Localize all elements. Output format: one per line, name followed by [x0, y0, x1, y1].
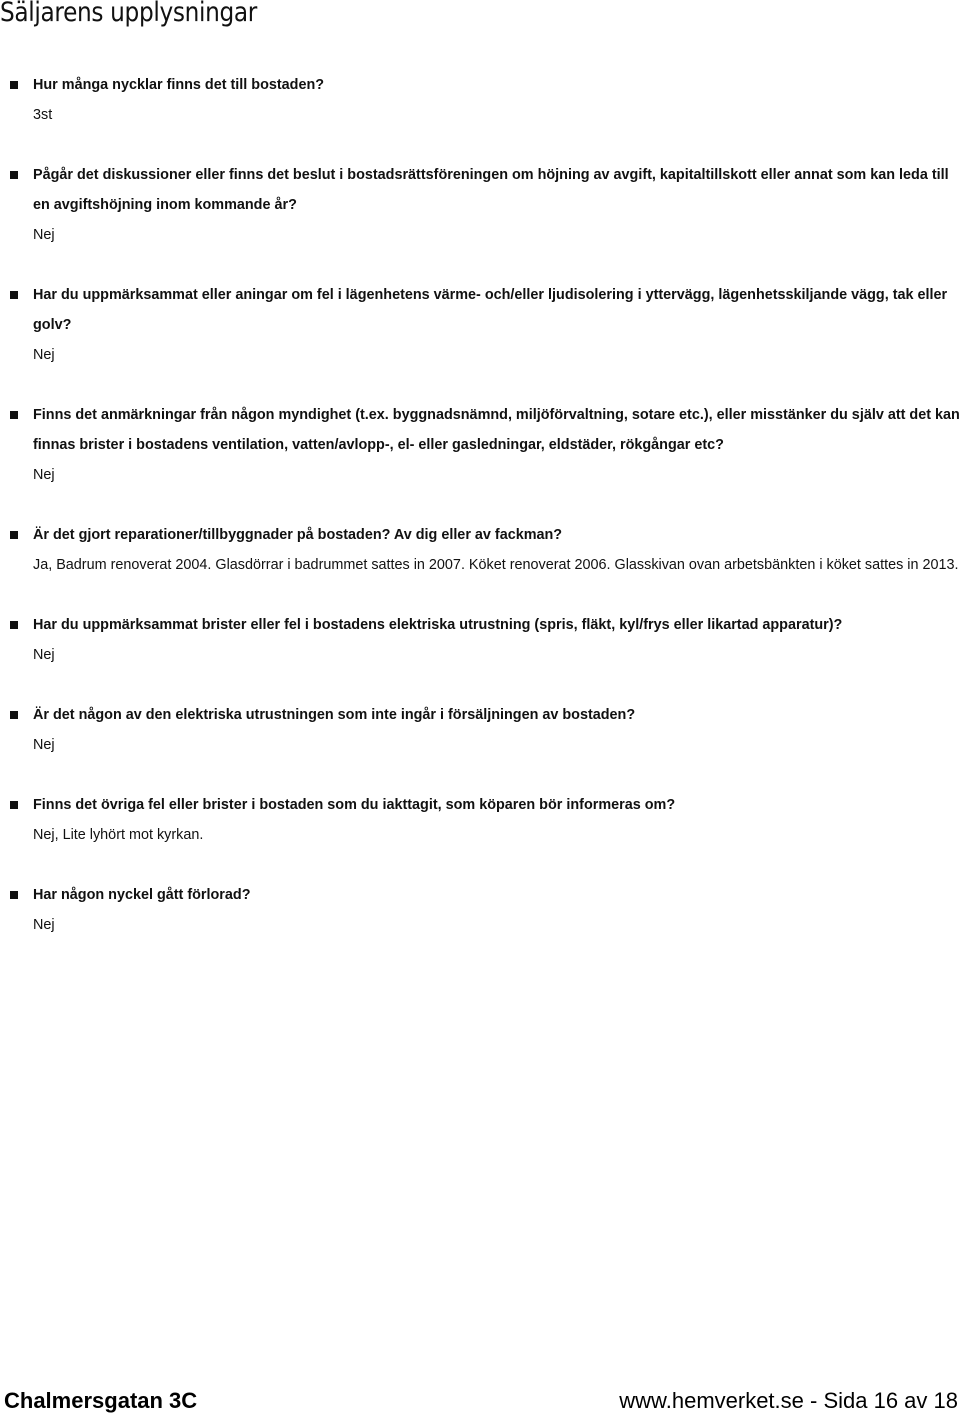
square-bullet-icon — [10, 171, 18, 179]
answer-text: Nej — [33, 347, 55, 363]
question-text: Finns det övriga fel eller brister i bostaden som du iakttagit, som köparen bör informeras om? — [33, 797, 676, 813]
question-text: Har du uppmärksammat eller aningar om fel i lägenhetens värme- och/eller ljudisolering i yttervägg, lägenhetsskiljande vägg, tak eller golv? — [33, 287, 948, 333]
question-text: Har du uppmärksammat brister eller fel i bostadens elektriska utrustning (spris, fläkt, kyl/frys eller likartad apparatur)? — [33, 617, 843, 633]
list-item — [0, 790, 960, 850]
list-item — [0, 610, 960, 670]
square-bullet-icon — [10, 621, 18, 629]
footer-page-info: www.hemverket.se - Sida 16 av 18 — [619, 1388, 958, 1413]
question-text: Är det någon av den elektriska utrustningen som inte ingår i försäljningen av bostaden? — [33, 707, 636, 723]
square-bullet-icon — [10, 81, 18, 89]
question-text: Pågår det diskussioner eller finns det beslut i bostadsrättsföreningen om höjning av avgift, kapitaltillskott eller annat som kan leda till en avgiftshöjning inom kommande år? — [33, 167, 949, 213]
answer-text: 3st — [33, 107, 53, 123]
list-item — [0, 70, 960, 130]
question-text: Är det gjort reparationer/tillbyggnader på bostaden? Av dig eller av fackman? — [33, 527, 563, 543]
list-item — [0, 280, 960, 370]
page-title: Säljarens upplysningar — [0, 0, 257, 28]
footer-address: Chalmersgatan 3C — [4, 1388, 198, 1413]
answer-text: Nej — [33, 647, 55, 663]
list-item — [0, 400, 960, 490]
question-answer-list — [0, 70, 960, 970]
list-item — [0, 880, 960, 940]
question-text: Har någon nyckel gått förlorad? — [33, 887, 251, 903]
list-item — [0, 520, 960, 580]
answer-text: Nej, Lite lyhört mot kyrkan. — [33, 827, 204, 843]
list-item — [0, 160, 960, 250]
square-bullet-icon — [10, 801, 18, 809]
answer-text: Ja, Badrum renoverat 2004. Glasdörrar i badrummet sattes in 2007. Köket renoverat 2006. Glasskivan ovan arbetsbänkten i köket sattes in 2013. — [33, 557, 959, 573]
square-bullet-icon — [10, 531, 18, 539]
question-text: Finns det anmärkningar från någon myndighet (t.ex. byggnadsnämnd, miljöförvaltning, sotare etc.), eller misstänker du själv att det kan finnas brister i bostadens ventilation, vatten/avlopp-, el- eller gasledningar, eldstäder, rökgångar etc? — [33, 407, 960, 453]
question-text: Hur många nycklar finns det till bostaden? — [33, 77, 325, 93]
answer-text: Nej — [33, 737, 55, 753]
answer-text: Nej — [33, 917, 55, 933]
square-bullet-icon — [10, 411, 18, 419]
square-bullet-icon — [10, 711, 18, 719]
answer-text: Nej — [33, 467, 55, 483]
square-bullet-icon — [10, 291, 18, 299]
square-bullet-icon — [10, 891, 18, 899]
list-item — [0, 700, 960, 760]
answer-text: Nej — [33, 227, 55, 243]
